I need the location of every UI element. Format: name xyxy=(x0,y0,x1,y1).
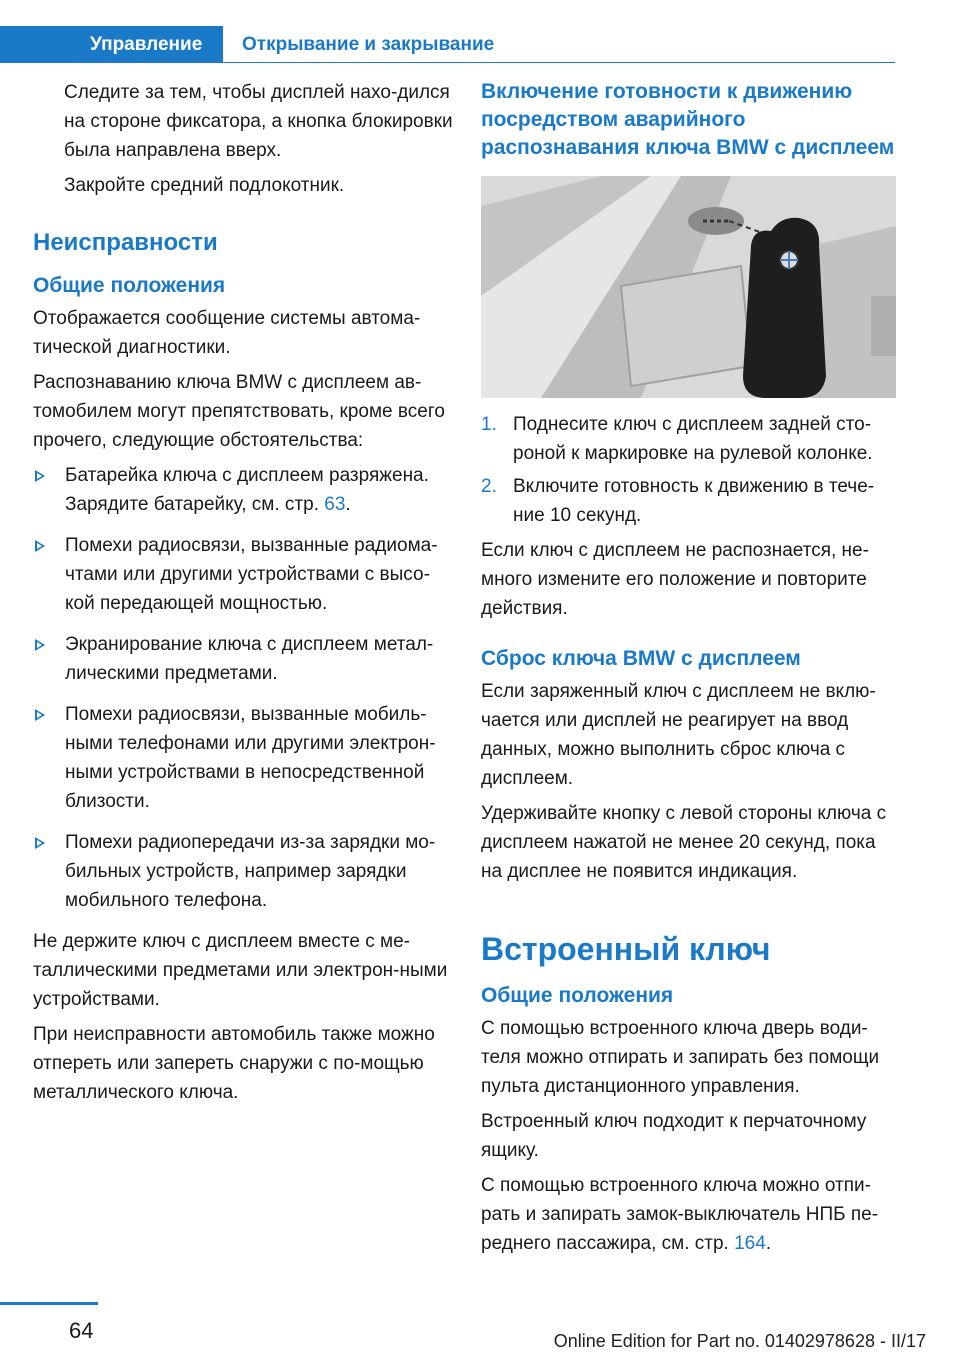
key-illustration xyxy=(481,176,896,398)
edition-note: Online Edition for Part no. 01402978628 - II/17 xyxy=(553,1331,926,1351)
list-item xyxy=(33,700,453,816)
bullet-triangle-icon xyxy=(35,540,45,552)
paragraph: При неисправности автомобиль также можно отпереть или запереть снаружи с по-мощью металлического ключа. xyxy=(33,1024,435,1103)
intro-paragraph: Закройте средний подлокотник. xyxy=(64,175,345,196)
list-item-text: Экранирование ключа с дисплеем метал-лическими предметами. xyxy=(65,634,434,684)
intro-paragraph: Следите за тем, чтобы дисплей нахо-дился на стороне фиксатора, а кнопка блокировки была направлена вверх. xyxy=(64,82,453,161)
paragraph: Не держите ключ с дисплеем вместе с ме-таллическими предметами или электрон-ными устройствами. xyxy=(33,931,448,1010)
chapter-tab[interactable] xyxy=(0,26,223,62)
paragraph: Если ключ с дисплеем не распознается, не-много измените его положение и повторите действия. xyxy=(481,540,869,619)
header-bar xyxy=(0,26,895,63)
paragraph xyxy=(481,1171,896,1258)
bullet-triangle-icon xyxy=(35,639,45,651)
integrated-general-heading: Общие положения xyxy=(481,984,674,1007)
display-key-photo xyxy=(481,176,896,398)
list-item xyxy=(33,828,453,915)
bullet-triangle-icon xyxy=(35,470,45,482)
list-item-text: Помехи радиосвязи, вызванные мобиль-ными телефонами или другими электрон-ными устройствами в непосредственной близости. xyxy=(65,704,436,812)
step-item xyxy=(481,410,896,468)
paragraph: С помощью встроенного ключа дверь води-теля можно отпирать и запирать без помощи пульта дистанционного управления. xyxy=(481,1018,880,1097)
footer-accent-line xyxy=(0,1302,98,1305)
paragraph: Удерживайте кнопку с левой стороны ключа с дисплеем нажатой не менее 20 секунд, пока на дисплее не появится индикация. xyxy=(481,803,887,882)
causes-list xyxy=(33,461,453,915)
paragraph-text: С помощью встроенного ключа можно отпи-рать и запирать замок-выключатель НПБ пе-реднего пассажира, см. стр. xyxy=(481,1175,879,1254)
integrated-key-heading: Встроенный ключ xyxy=(481,931,771,967)
list-item-suffix: . xyxy=(345,494,351,515)
paragraph: Встроенный ключ подходит к перчаточному ящику. xyxy=(481,1111,867,1161)
paragraph-suffix: . xyxy=(765,1233,772,1254)
step-item xyxy=(481,472,896,530)
section-title: Открывание и закрывание xyxy=(242,34,495,55)
steps-list xyxy=(481,410,896,530)
list-item xyxy=(33,461,453,519)
list-item-text: Помехи радиопередачи из-за зарядки мо-бильных устройств, например зарядки мобильного телефона. xyxy=(65,832,436,911)
reset-heading: Сброс ключа BMW с дисплеем xyxy=(481,647,801,670)
list-item-text: Помехи радиосвязи, вызванные радиома-чтами или другими устройствами с высо-кой передающей мощностью. xyxy=(65,535,438,614)
paragraph: Распознаванию ключа BMW с дисплеем ав-томобилем могут препятствовать, кроме всего прочего, следующие обстоятельства: xyxy=(33,372,445,451)
bullet-triangle-icon xyxy=(35,837,45,849)
right-column xyxy=(481,78,896,1264)
step-number: 1. xyxy=(481,414,497,435)
page-link[interactable]: 164 xyxy=(734,1233,766,1254)
list-item xyxy=(33,630,453,688)
paragraph: Если заряженный ключ с дисплеем не вклю-чается или дисплей не реагирует на ввод данных, можно выполнить сброс ключа с дисплеем. xyxy=(481,681,876,789)
page-number: 64 xyxy=(69,1318,94,1343)
step-text: Поднесите ключ с дисплеем задней сто-роной к маркировке на рулевой колонке. xyxy=(513,414,873,464)
malfunctions-heading: Неисправности xyxy=(33,229,218,256)
activation-heading: Включение готовности к движению посредством аварийного распознавания ключа BMW с дисплеем xyxy=(481,80,895,159)
list-item xyxy=(33,531,453,618)
list-item-text: Батарейка ключа с дисплеем разряжена. Зарядите батарейку, см. стр. xyxy=(65,465,429,515)
chapter-title: Управление xyxy=(90,34,203,55)
step-number: 2. xyxy=(481,476,497,497)
left-column xyxy=(33,78,453,1113)
bullet-triangle-icon xyxy=(35,709,45,721)
paragraph: Отображается сообщение системы автома-тической диагностики. xyxy=(33,308,421,358)
step-text: Включите готовность к движению в тече-ние 10 секунд. xyxy=(513,476,875,526)
page-link[interactable]: 63 xyxy=(324,494,346,515)
general-heading: Общие положения xyxy=(33,274,226,297)
